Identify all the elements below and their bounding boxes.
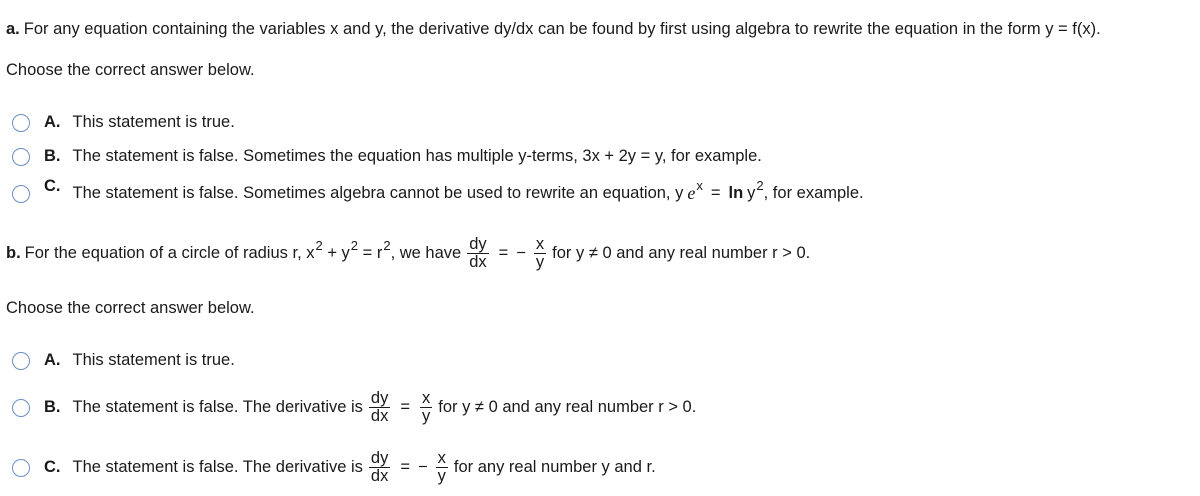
fraction-denominator: dx	[370, 407, 389, 426]
exponent: 2	[756, 178, 764, 193]
fraction-numerator: x	[422, 389, 431, 407]
minus-sign: −	[418, 458, 428, 477]
question-b-text: = r	[358, 244, 383, 263]
exponent: 2	[350, 238, 359, 254]
fraction-x-y	[436, 450, 448, 486]
exponent: x	[696, 178, 703, 193]
option-text: The statement is false. Sometimes the equation has multiple y-terms, 3x + 2y = y, for example.	[72, 147, 762, 165]
fraction-numerator: dy	[370, 389, 389, 407]
radio-button[interactable]	[12, 399, 30, 417]
ln-symbol: ln	[728, 184, 744, 202]
e-symbol: e	[687, 183, 696, 203]
option-letter: C.	[44, 458, 61, 477]
question-b-text: + y	[322, 244, 350, 263]
option-b-A[interactable]	[12, 351, 235, 370]
fraction-dy-dx	[369, 390, 390, 426]
option-a-B[interactable]	[12, 147, 762, 166]
y-variable: y	[747, 184, 756, 202]
question-b-label: b.	[6, 244, 21, 263]
fraction-numerator: x	[535, 235, 545, 253]
radio-button[interactable]	[12, 459, 30, 477]
question-a-text: For any equation containing the variables x and y, the derivative dy/dx can be found by first using algebra to rewrite the equation in the form y = f(x).	[23, 20, 1101, 38]
option-a-A[interactable]	[12, 113, 235, 132]
option-a-C[interactable]	[12, 177, 864, 204]
radio-button[interactable]	[12, 185, 30, 203]
option-text: The statement is false. The derivative is	[72, 458, 363, 477]
question-b-text: For the equation of a circle of radius r, x	[24, 244, 315, 263]
question-a-label: a.	[6, 20, 20, 38]
option-letter: A.	[44, 351, 61, 369]
fraction-dy-dx	[369, 450, 390, 486]
option-text-tail: for any real number y and r.	[453, 458, 656, 477]
option-text: The statement is false. The derivative is	[72, 398, 363, 417]
fraction-denominator: dx	[469, 253, 487, 272]
question-a	[6, 20, 1101, 39]
fraction-numerator: x	[437, 449, 446, 467]
option-b-B[interactable]	[12, 390, 696, 426]
option-text-tail: , for example.	[763, 184, 864, 202]
option-text: This statement is true.	[72, 351, 235, 369]
fraction-numerator: dy	[469, 235, 487, 253]
equals-sign: =	[710, 184, 721, 202]
option-letter: B.	[44, 398, 61, 417]
option-b-C[interactable]	[12, 450, 656, 486]
fraction-numerator: dy	[370, 449, 389, 467]
fraction-denominator: dx	[370, 467, 389, 486]
option-text-tail: for y ≠ 0 and any real number r > 0.	[438, 398, 697, 417]
equals-sign: =	[400, 398, 410, 417]
fraction-denominator: y	[422, 407, 431, 426]
question-b-text: for y ≠ 0 and any real number r > 0.	[552, 244, 811, 263]
instruction-b: Choose the correct answer below.	[6, 299, 255, 317]
fraction-x-y	[420, 390, 432, 426]
option-text: This statement is true.	[72, 113, 235, 131]
equals-sign: =	[400, 458, 410, 477]
option-letter: A.	[44, 113, 61, 131]
fraction-denominator: y	[535, 253, 545, 272]
option-letter: B.	[44, 147, 61, 165]
question-b	[6, 236, 810, 272]
option-letter: C.	[44, 177, 61, 195]
minus-sign: −	[516, 244, 526, 263]
question-b-text: , we have	[390, 244, 462, 263]
fraction-denominator: y	[437, 467, 446, 486]
equals-sign: =	[498, 244, 509, 263]
fraction-x-y	[534, 236, 546, 272]
radio-button[interactable]	[12, 148, 30, 166]
fraction-dy-dx	[467, 236, 488, 272]
instruction-a: Choose the correct answer below.	[6, 61, 255, 79]
radio-button[interactable]	[12, 114, 30, 132]
option-text: The statement is false. Sometimes algebra cannot be used to rewrite an equation, y	[72, 184, 684, 202]
exponent: 2	[315, 238, 323, 254]
exponent: 2	[383, 238, 391, 254]
radio-button[interactable]	[12, 352, 30, 370]
